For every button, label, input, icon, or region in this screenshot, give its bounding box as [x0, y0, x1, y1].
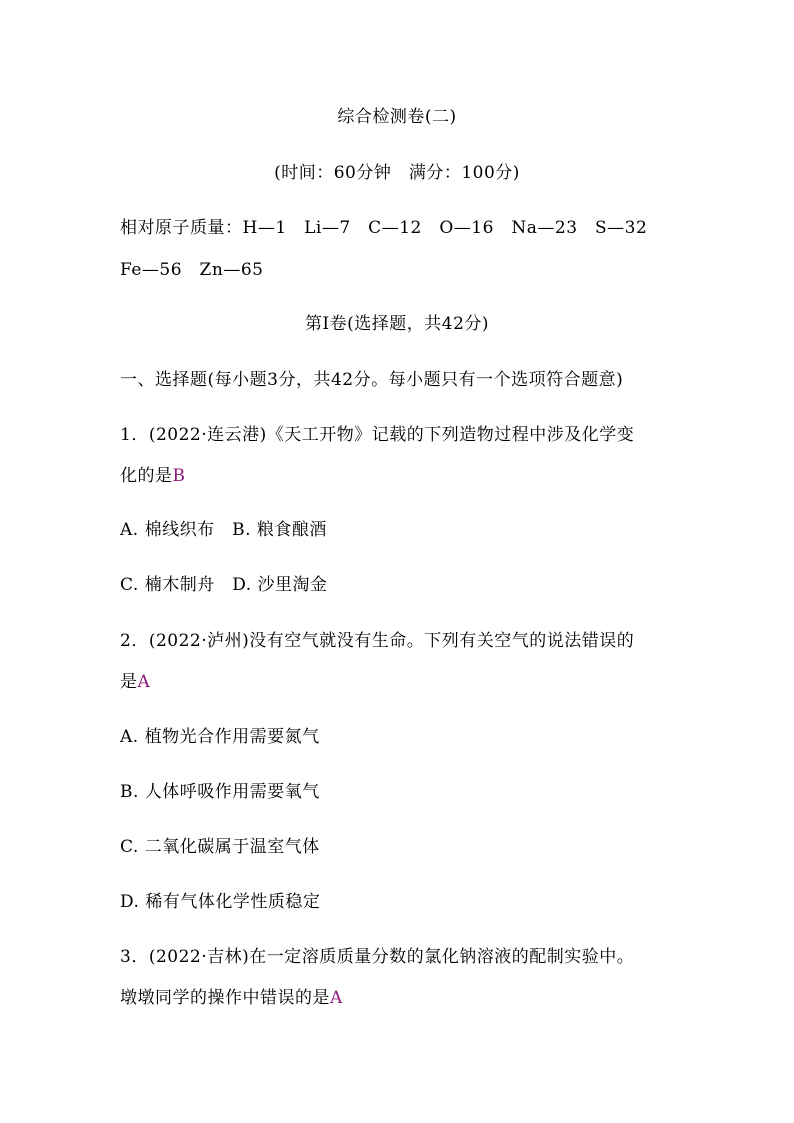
question-3-stem-text: 墩墩同学的操作中错误的是: [120, 988, 330, 1008]
question-2-option-d: D. 稀有气体化学性质稳定: [120, 892, 321, 912]
question-1-stem-line-1: 1．(2022·连云港)《天工开物》记载的下列造物过程中涉及化学变: [120, 425, 635, 445]
question-2-stem-text: 是: [120, 672, 138, 692]
atomic-mass-line-2: Fe—56 Zn—65: [120, 260, 264, 280]
exam-title: 综合检测卷(二): [337, 107, 457, 127]
question-2-stem-line-1: 2．(2022·泸州)没有空气就没有生命。下列有关空气的说法错误的: [120, 631, 635, 651]
question-2-answer: A: [137, 672, 151, 692]
volume-title: 第Ⅰ卷(选择题，共42分): [304, 314, 490, 334]
question-2-option-c: C. 二氧化碳属于温室气体: [120, 837, 320, 857]
question-1-options-line-1: A. 棉线织布 B. 粮食酿酒: [120, 520, 327, 540]
question-1-stem-line-2: [120, 465, 186, 487]
question-1-options-line-2: C. 楠木制舟 D. 沙里淘金: [120, 575, 328, 595]
question-2-option-b: B. 人体呼吸作用需要氧气: [120, 782, 320, 802]
question-2-option-a: A. 植物光合作用需要氮气: [120, 727, 320, 747]
question-1-answer: B: [172, 466, 186, 486]
question-3-stem-line-1: 3．(2022·吉林)在一定溶质质量分数的氯化钠溶液的配制实验中。: [120, 947, 635, 967]
question-2-stem-line-2: [120, 671, 150, 693]
section-heading: 一、选择题(每小题3分，共42分。每小题只有一个选项符合题意): [120, 370, 624, 390]
question-1-stem-text: 化的是: [120, 466, 173, 486]
exam-subtitle: (时间：60分钟 满分：100分): [274, 163, 520, 183]
atomic-mass-line-1: 相对原子质量：H—1 Li—7 C—12 O—16 Na—23 S—32: [120, 218, 648, 238]
question-3-stem-line-2: [120, 987, 343, 1009]
question-3-answer: A: [330, 988, 343, 1008]
